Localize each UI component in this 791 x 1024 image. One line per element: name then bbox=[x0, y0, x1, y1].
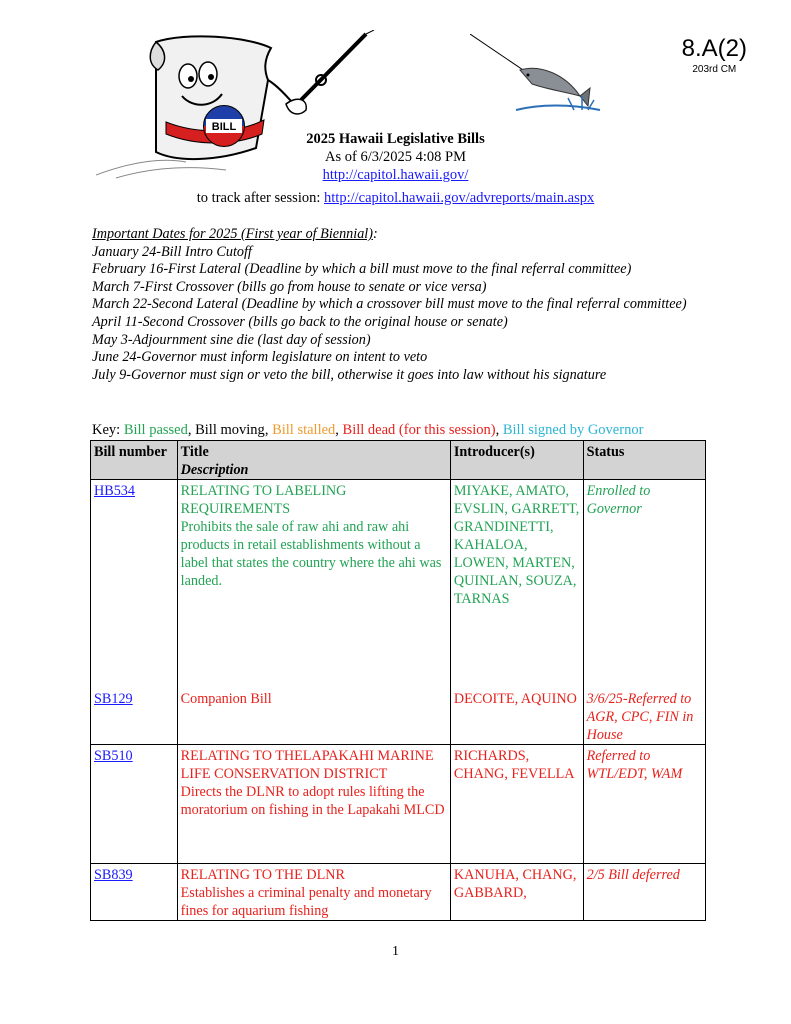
advreports-link[interactable]: http://capitol.hawaii.gov/advreports/main.aspx bbox=[324, 190, 595, 206]
date-item: February 16-First Lateral (Deadline by which a bill must move to the final referral committee) bbox=[92, 261, 632, 278]
bill-introducers: KANUHA, CHANG, GABBARD, bbox=[450, 864, 583, 921]
bill-introducers: MIYAKE, AMATO, EVSLIN, GARRETT, GRANDINETTI, KAHALOA, LOWEN, MARTEN, QUINLAN, SOUZA, TARNAS bbox=[450, 480, 583, 689]
fish-illustration bbox=[470, 34, 610, 116]
bill-status: 3/6/25-Referred to AGR, CPC, FIN in House bbox=[583, 688, 705, 745]
bills-table bbox=[90, 440, 706, 921]
bill-badge-text: BILL bbox=[211, 121, 237, 133]
date-item: July 9-Governor must sign or veto the bill, otherwise it goes into law without his signature bbox=[92, 366, 607, 383]
document-id-number: 8.A(2) bbox=[681, 35, 747, 62]
header-description-label: Description bbox=[180, 462, 249, 478]
capitol-site-link[interactable]: http://capitol.hawaii.gov/ bbox=[322, 167, 469, 183]
bill-description: Prohibits the sale of raw ahi and raw ahi products in retail establishments without a label that states the country where the ahi was landed. bbox=[180, 519, 442, 589]
date-item: March 7-First Crossover (bills go from house to senate or vice versa) bbox=[92, 278, 487, 295]
table-row bbox=[91, 864, 706, 921]
bill-description: Establishes a criminal penalty and monetary fines for aquarium fishing bbox=[180, 885, 432, 919]
date-item: March 22-Second Lateral (Deadline by which a crossover bill must move to the final referral committee) bbox=[92, 296, 687, 313]
header-introducers: Introducer(s) bbox=[450, 441, 583, 480]
bill-link[interactable]: HB534 bbox=[94, 483, 135, 499]
track-after-session bbox=[0, 190, 791, 207]
header-title bbox=[177, 441, 450, 480]
bill-link[interactable]: SB129 bbox=[94, 691, 133, 707]
as-of-timestamp: As of 6/3/2025 4:08 PM bbox=[325, 149, 466, 165]
header-status: Status bbox=[583, 441, 705, 480]
bill-title: Companion Bill bbox=[180, 691, 272, 707]
header-bill-number: Bill number bbox=[91, 441, 178, 480]
key-stalled: Bill stalled bbox=[272, 422, 336, 438]
bill-status: Referred to WTL/EDT, WAM bbox=[583, 745, 705, 864]
bill-title: RELATING TO THELAPAKAHI MARINE LIFE CONSERVATION DISTRICT bbox=[180, 748, 434, 782]
bill-link[interactable]: SB510 bbox=[94, 748, 133, 764]
bill-introducers: DECOITE, AQUINO bbox=[450, 688, 583, 745]
important-dates-heading: Important Dates for 2025 (First year of Biennial) bbox=[92, 226, 373, 242]
date-item: May 3-Adjournment sine die (last day of session) bbox=[92, 331, 371, 348]
date-item: January 24-Bill Intro Cutoff bbox=[92, 243, 252, 260]
meeting-label: 203rd CM bbox=[692, 64, 737, 75]
key-passed: Bill passed bbox=[123, 422, 188, 438]
page-number: 1 bbox=[392, 944, 399, 959]
key-dead: Bill dead (for this session) bbox=[342, 422, 496, 438]
table-row bbox=[91, 480, 706, 689]
bill-title: RELATING TO LABELING REQUIREMENTS bbox=[180, 483, 347, 517]
key-moving: Bill moving bbox=[195, 422, 265, 438]
bill-status: 2/5 Bill deferred bbox=[583, 864, 705, 921]
page-header bbox=[0, 130, 791, 184]
bill-link[interactable]: SB839 bbox=[94, 867, 133, 883]
bill-description: Directs the DLNR to adopt rules lifting the moratorium on fishing in the Lapakahi MLCD bbox=[180, 784, 445, 818]
table-header-row bbox=[91, 441, 706, 480]
date-item: April 11-Second Crossover (bills go back to the original house or senate) bbox=[92, 313, 508, 330]
fishing-rod bbox=[301, 34, 366, 100]
status-key: Key: Bill passed, Bill moving, Bill stalled, Bill dead (for this session), Bill signed by Governor bbox=[92, 422, 644, 438]
page-title: 2025 Hawaii Legislative Bills bbox=[306, 131, 485, 147]
bill-status: Enrolled to Governor bbox=[583, 480, 705, 689]
table-row bbox=[91, 745, 706, 864]
important-dates: Important Dates for 2025 (First year of Biennial): January 24-Bill Intro Cutoff February 16-First Lateral (Deadline by which a bill must move to the final referral committee) March 7-First Crossover (bills go from house to senate or vice versa) March 22-Second Lateral (Deadline by which a crossover bill must move to the final referral committee) April 11-Second Crossover (bills go back to the original house or senate) May 3-Adjournment sine die (last day of session) June 24-Governor must inform legislature on intent to veto July 9-Governor must sign or veto the bill, otherwise it goes into law without his signature bbox=[92, 226, 712, 384]
key-signed: Bill signed by Governor bbox=[502, 422, 644, 438]
bill-introducers: RICHARDS, CHANG, FEVELLA bbox=[450, 745, 583, 864]
header-title-label: Title bbox=[180, 444, 209, 460]
table-row bbox=[91, 688, 706, 745]
document-id bbox=[682, 36, 747, 75]
bill-title: RELATING TO THE DLNR bbox=[180, 867, 345, 883]
date-item: June 24-Governor must inform legislature on intent to veto bbox=[92, 349, 428, 366]
track-label: to track after session: bbox=[196, 190, 325, 206]
key-label: Key: bbox=[92, 422, 124, 438]
